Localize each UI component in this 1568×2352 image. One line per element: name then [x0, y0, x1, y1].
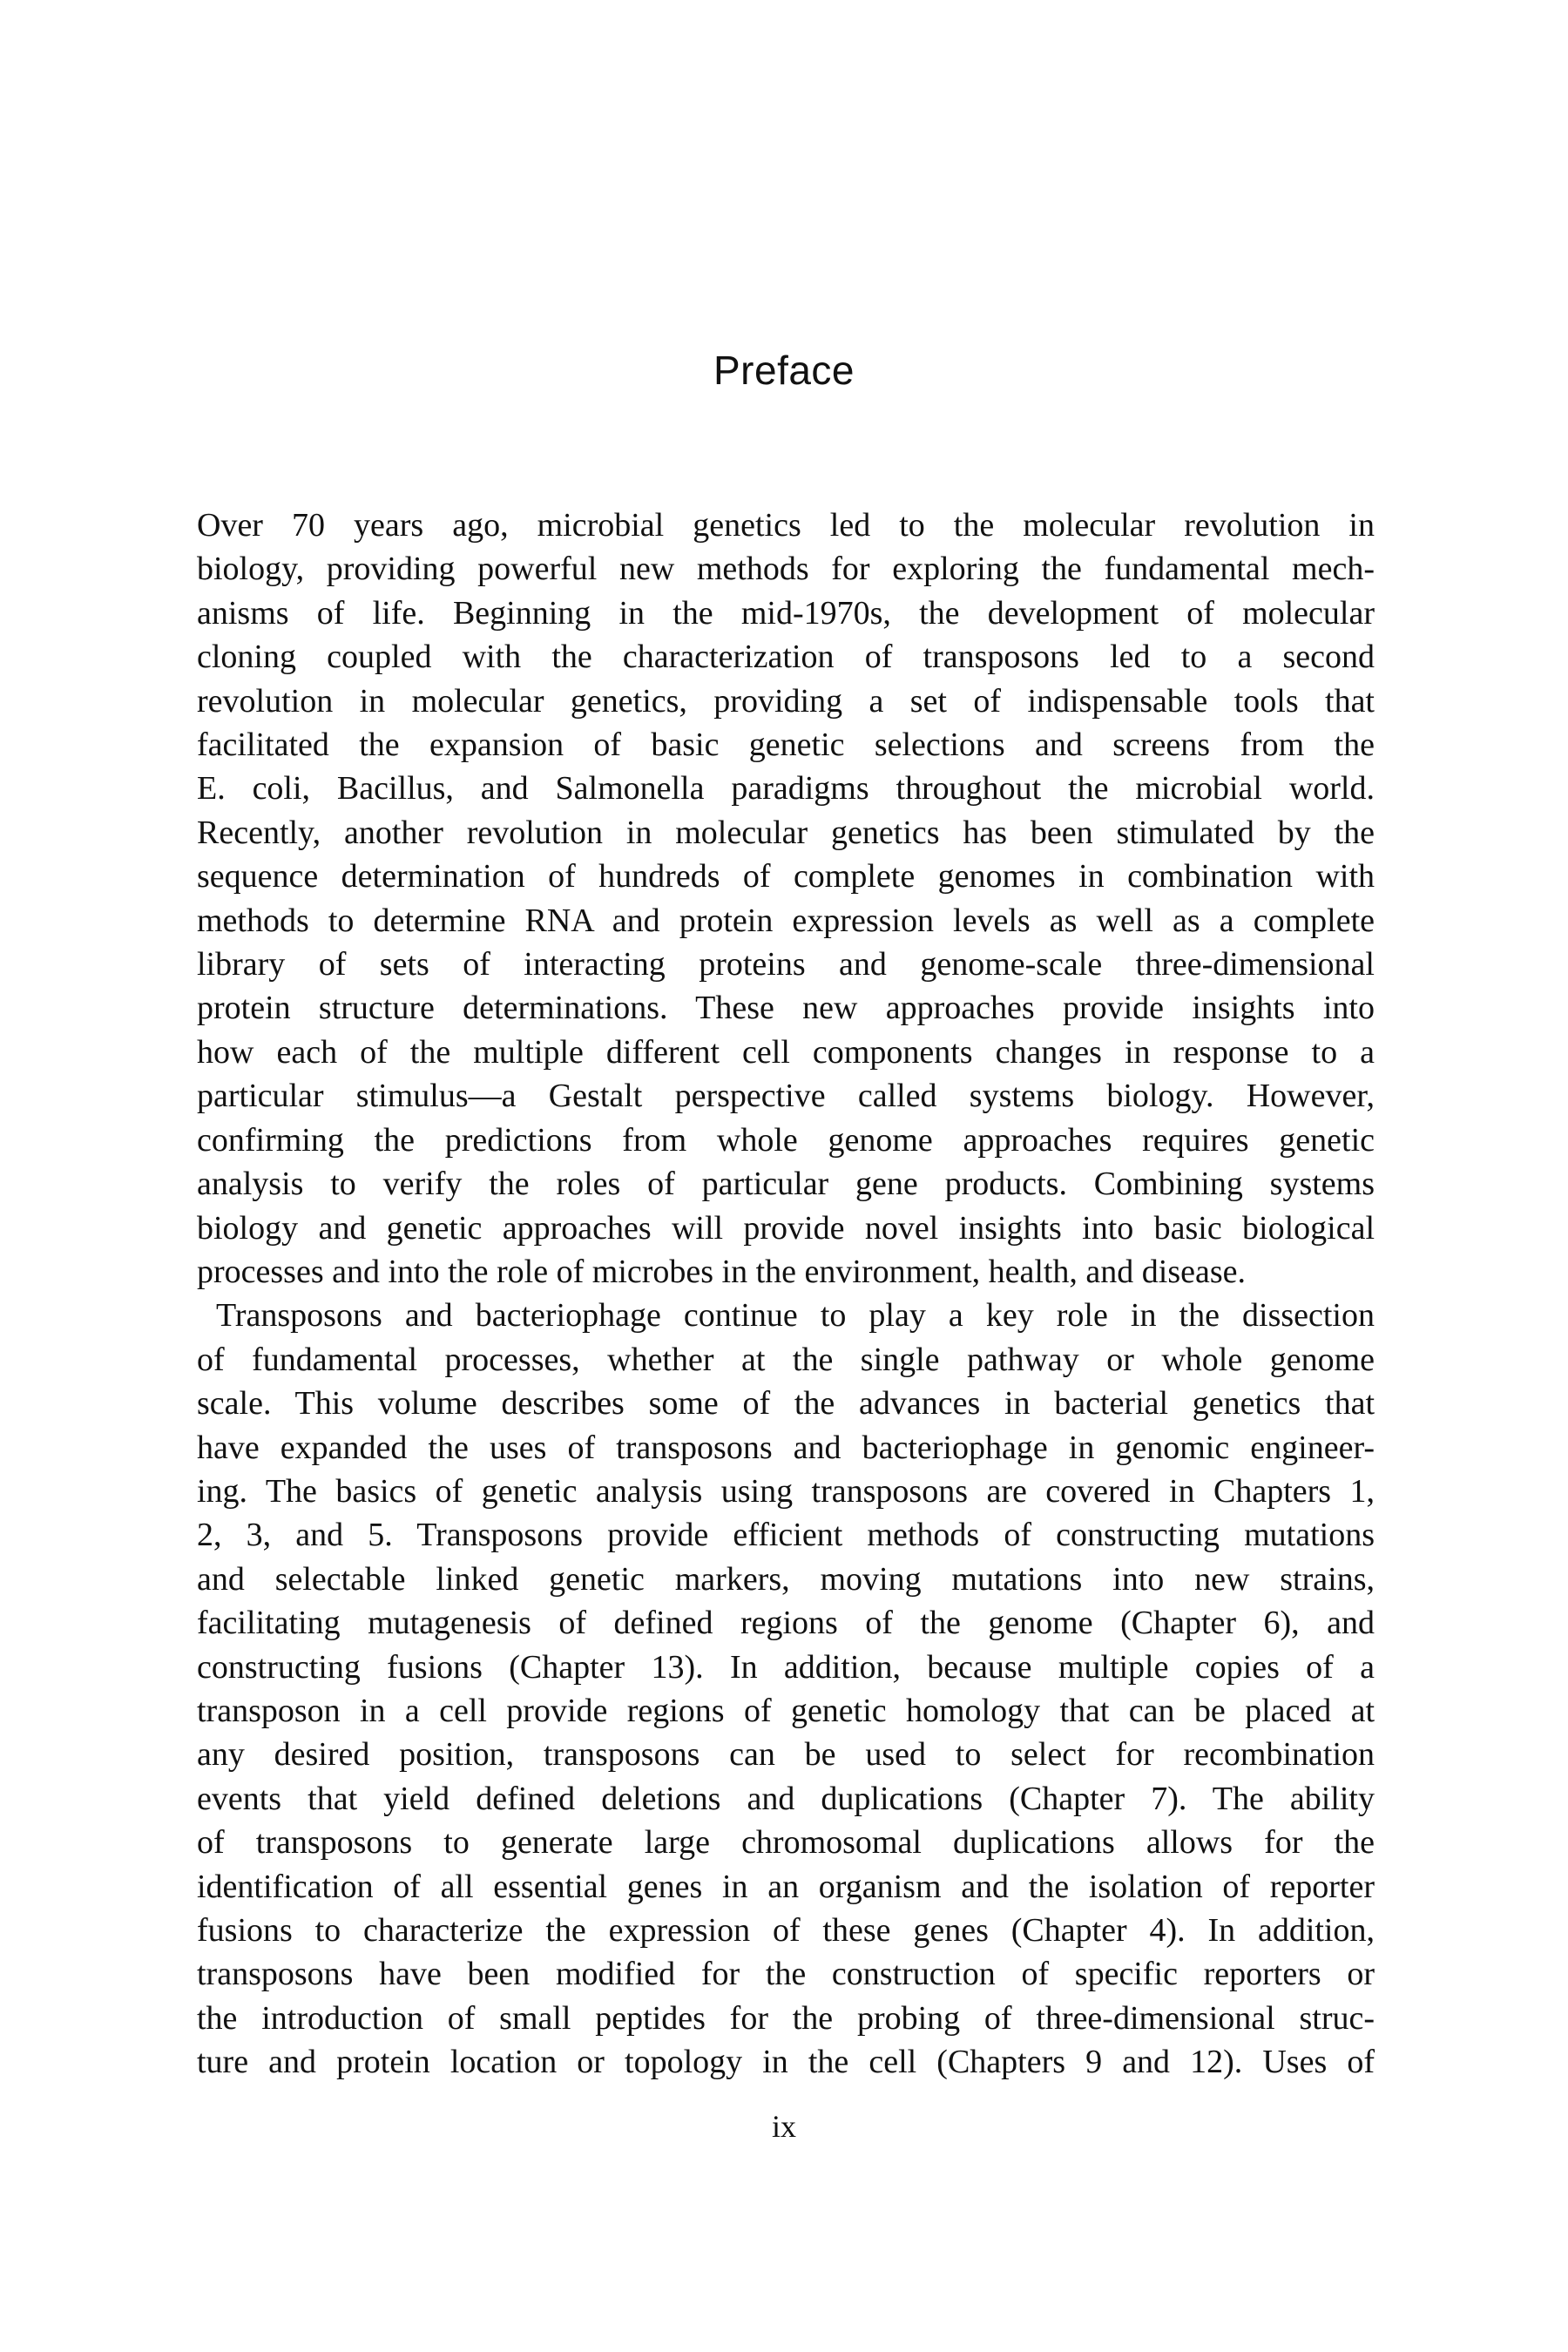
text-line: methods to determine RNA and protein expression levels as well as a complete — [197, 902, 1375, 939]
text-line: anisms of life. Beginning in the mid-1970s, the development of molecular — [197, 594, 1375, 632]
text-line: processes and into the role of microbes in the environment, health, and disease. — [197, 1253, 1247, 1290]
page-number: ix — [771, 2109, 796, 2144]
text-line: library of sets of interacting proteins and genome-scale three-dimensional — [197, 946, 1375, 983]
text-line: sequence determination of hundreds of complete genomes in combination with — [197, 858, 1375, 896]
text-line: any desired position, transposons can be used to select for recombination — [197, 1736, 1375, 1774]
text-line: how each of the multiple different cell components changes in response to a — [197, 1033, 1375, 1071]
text-line: have expanded the uses of transposons and bacteriophage in genomic engineer- — [197, 1429, 1375, 1466]
text-line: the introduction of small peptides for the probing of three-dimensional struc- — [197, 1999, 1375, 2037]
text-line: revolution in molecular genetics, providing a set of indispensable tools that — [197, 682, 1375, 720]
text-line: scale. This volume describes some of the advances in bacterial genetics that — [197, 1385, 1375, 1423]
text-line: constructing fusions (Chapter 13). In addition, because multiple copies of a — [197, 1648, 1375, 1686]
text-line: biology and genetic approaches will provide novel insights into basic biological — [197, 1209, 1375, 1247]
text-line: of fundamental processes, whether at the single pathway or whole genome — [197, 1341, 1375, 1378]
page-title: Preface — [713, 348, 855, 393]
text-line: ing. The basics of genetic analysis using transposons are covered in Chapters 1, — [197, 1472, 1375, 1510]
text-line: 2, 3, and 5. Transposons provide efficient methods of constructing mutations — [197, 1517, 1375, 1554]
text-line: particular stimulus—a Gestalt perspective called systems biology. However, — [197, 1078, 1375, 1115]
text-line: identification of all essential genes in an organism and the isolation of reporter — [197, 1868, 1375, 1905]
text-line: transposons have been modified for the construction of specific reporters or — [197, 1956, 1375, 1993]
text-line: of transposons to generate large chromosomal duplications allows for the — [197, 1824, 1375, 1862]
text-line: and selectable linked genetic markers, moving mutations into new strains, — [197, 1560, 1375, 1598]
text-line: analysis to verify the roles of particular gene products. Combining systems — [197, 1166, 1375, 1203]
text-line: events that yield defined deletions and duplications (Chapter 7). The ability — [197, 1780, 1375, 1817]
text-line: Transposons and bacteriophage continue to play a key role in the dissection — [216, 1297, 1375, 1335]
preface-body — [197, 504, 1375, 2085]
text-line: Recently, another revolution in molecular genetics has been stimulated by the — [197, 814, 1375, 851]
text-line: protein structure determinations. These new approaches provide insights into — [197, 990, 1375, 1027]
text-line: confirming the predictions from whole genome approaches requires genetic — [197, 1121, 1375, 1159]
text-line: Over 70 years ago, microbial genetics led to the molecular revolution in — [197, 507, 1375, 544]
text-line: fusions to characterize the expression of these genes (Chapter 4). In addition, — [197, 1912, 1375, 1949]
text-line: cloning coupled with the characterization of transposons led to a second — [197, 639, 1375, 676]
text-line: facilitated the expansion of basic genetic selections and screens from the — [197, 727, 1375, 764]
text-line: E. coli, Bacillus, and Salmonella paradigms throughout the microbial world. — [197, 770, 1375, 808]
text-line: transposon in a cell provide regions of genetic homology that can be placed at — [197, 1692, 1375, 1729]
text-line: ture and protein location or topology in the cell (Chapters 9 and 12). Uses of — [197, 2044, 1375, 2081]
text-line: biology, providing powerful new methods for exploring the fundamental mech- — [197, 551, 1375, 588]
text-line: facilitating mutagenesis of defined regions of the genome (Chapter 6), and — [197, 1605, 1375, 1642]
